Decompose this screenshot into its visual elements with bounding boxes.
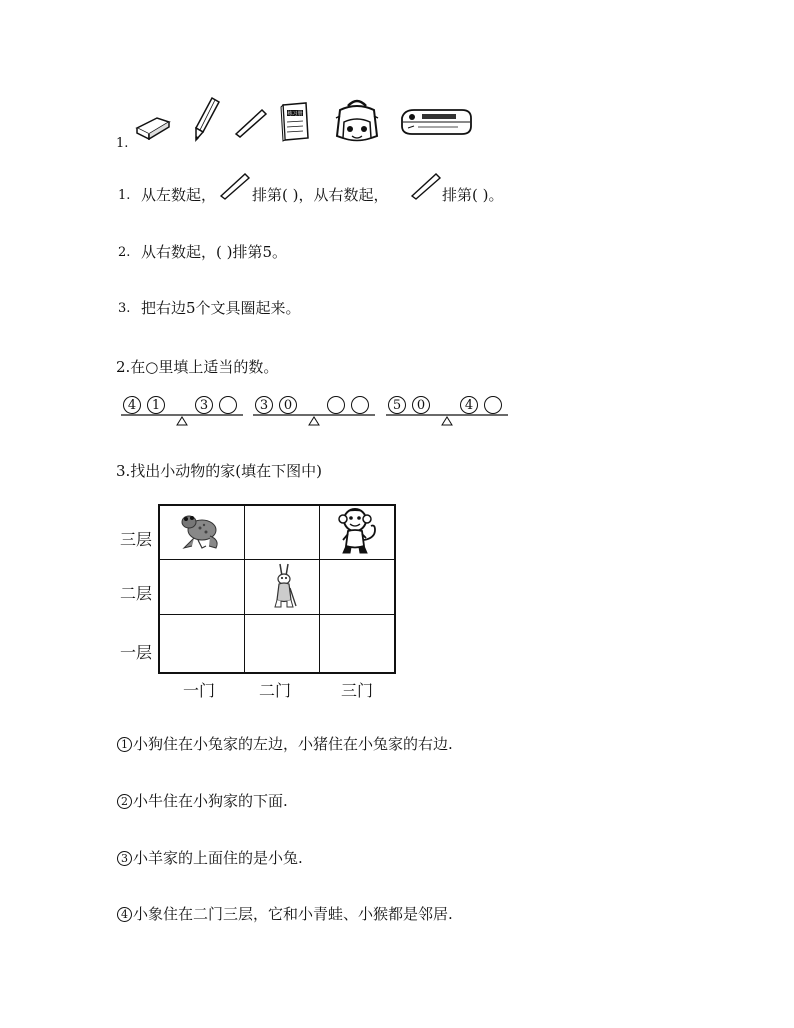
clue-mark: 1 [117, 737, 132, 752]
rabbit-icon [270, 562, 300, 612]
q1-sub1-text-a: 从左数起， [141, 186, 217, 204]
floor-label-1: 一层 [120, 643, 153, 662]
clue-1 [117, 734, 453, 754]
clue-mark: 2 [117, 794, 132, 809]
door-label-2: 二门 [259, 681, 292, 700]
backpack-icon [332, 96, 382, 146]
grid-cell-2-1[interactable] [160, 560, 245, 615]
monkey-icon [335, 506, 379, 556]
pencil-icon [192, 96, 222, 142]
ruler-icon [234, 108, 268, 138]
q1-number: 1. [116, 136, 129, 151]
balance-1 [121, 394, 243, 426]
balance-beam [121, 412, 243, 426]
q1-sub1-text-b: 排第( )，从右数起， [252, 186, 389, 204]
notebook-icon [278, 102, 310, 142]
q1-sub1-number: 1. [118, 188, 131, 203]
q1-sub3-text: 把右边5个文具圈起来。 [141, 299, 301, 317]
clue-mark: 4 [117, 907, 132, 922]
balance-circle: 3 [255, 396, 273, 414]
grid-cell-1-1[interactable] [160, 615, 245, 672]
balance-circle: 4 [460, 396, 478, 414]
ruler-icon [410, 172, 442, 200]
door-label-3: 三门 [341, 681, 374, 700]
grid-cell-2-3[interactable] [320, 560, 394, 615]
q1-sub2-number: 2. [118, 245, 131, 260]
floor-label-3: 三层 [120, 530, 153, 549]
clue-mark: 3 [117, 851, 132, 866]
balance-circle: 3 [195, 396, 213, 414]
balance-circle: 0 [412, 396, 430, 414]
q3-title: 3.找出小动物的家(填在下图中) [116, 462, 323, 480]
balance-circle: 0 [279, 396, 297, 414]
ruler-icon [219, 172, 251, 200]
door-label-1: 一门 [183, 681, 216, 700]
balance-2 [253, 394, 375, 426]
balance-circle: 5 [388, 396, 406, 414]
grid-cell-1-3[interactable] [320, 615, 394, 672]
eraser-icon [133, 114, 173, 140]
q1-sub1-text-c: 排第( )。 [442, 186, 504, 204]
q2-title: 2.在○里填上适当的数。 [116, 358, 279, 376]
clue-4 [117, 904, 453, 924]
grid-cell-3-2[interactable] [245, 506, 320, 560]
balance-beam [386, 412, 508, 426]
notebook-cover-text: 练习册 [287, 111, 303, 117]
balance-3 [386, 394, 508, 426]
balance-circle: 4 [123, 396, 141, 414]
grid-cell-1-2[interactable] [245, 615, 320, 672]
clue-2 [117, 791, 288, 811]
q1-sub3-number: 3. [118, 301, 131, 316]
clue-text: 小羊家的上面住的是小兔. [133, 849, 303, 867]
floor-label-2: 二层 [120, 584, 153, 603]
clue-text: 小象住在二门三层，它和小青蛙、小猴都是邻居. [133, 905, 453, 923]
clue-text: 小牛住在小狗家的下面. [133, 792, 288, 810]
clue-text: 小狗住在小兔家的左边，小猪住在小兔家的右边. [133, 735, 453, 753]
balance-circle: 1 [147, 396, 165, 414]
balance-beam [253, 412, 375, 426]
clue-3 [117, 848, 303, 868]
q1-sub2-text: 从右数起，( )排第5。 [141, 243, 288, 261]
frog-icon [176, 510, 224, 552]
pencil-case-icon [398, 106, 474, 138]
